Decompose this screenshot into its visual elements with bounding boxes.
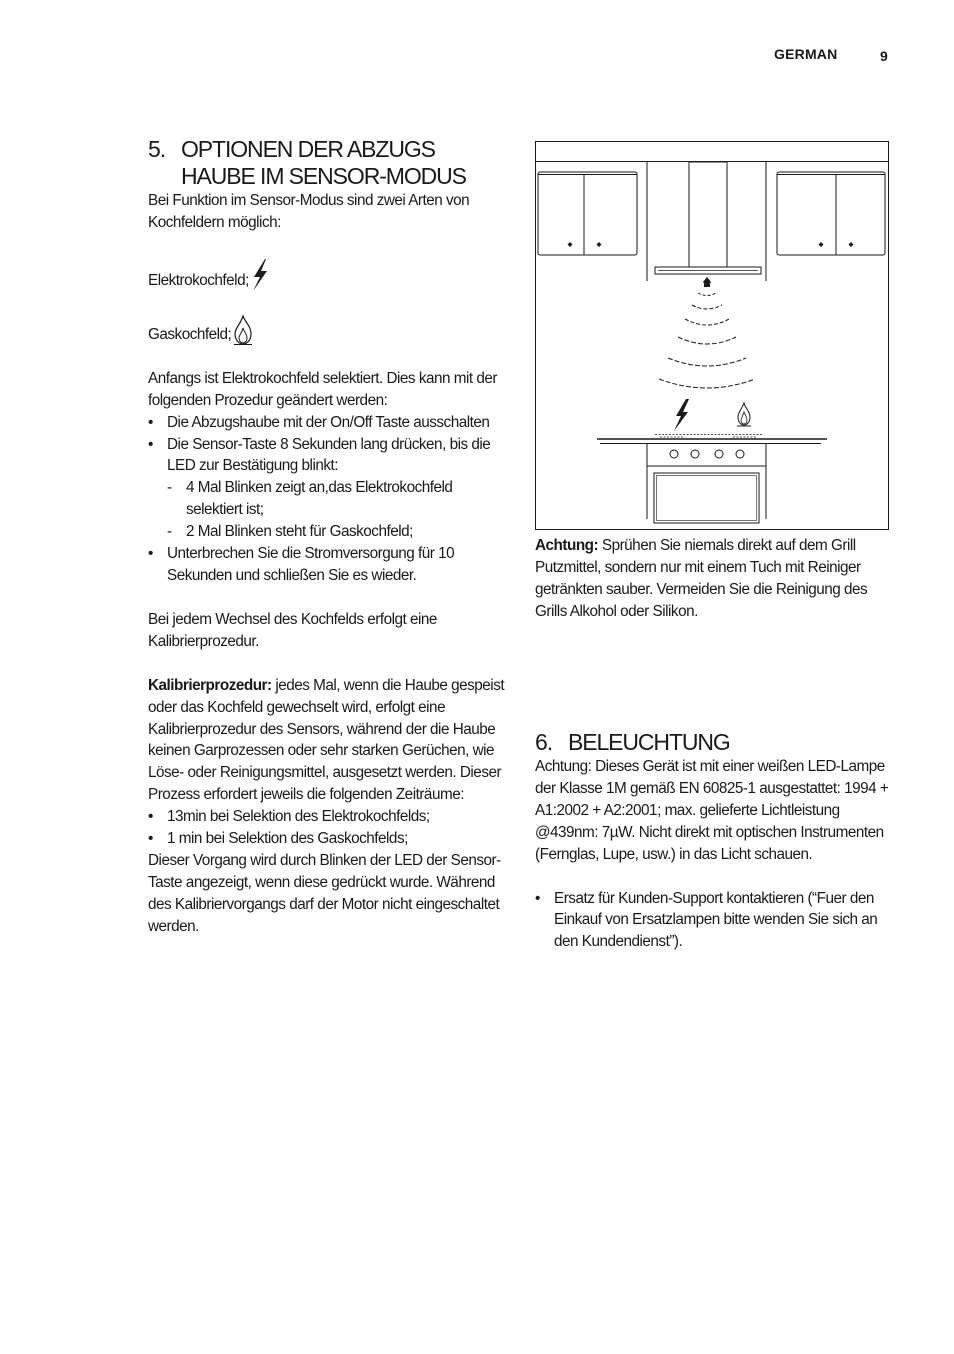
calibration-text: jedes Mal, wenn die Haube gespeist oder das Kochfeld gewechselt wird, erfolgt eine Kalibrierprozedur des Sensors, während der die Haube keinen Garprozessen oder sehr starken Gerüchen, wie Löse- oder Reinigungsmittel, ausgesetzt werden. Dieser Prozess erfordert jeweils die folgenden Zeiträume: xyxy=(148,676,505,804)
section-6-number: 6. xyxy=(535,729,552,755)
gas-hob-label: Gaskochfeld; xyxy=(148,325,232,343)
section-6-title xyxy=(535,729,891,756)
flame-icon xyxy=(233,314,253,346)
header-language: GERMAN xyxy=(774,46,838,62)
calibration-label: Kalibrierprozedur: xyxy=(148,676,272,694)
section-6-title-text: BELEUCHTUNG xyxy=(568,729,730,755)
lighting-list xyxy=(535,888,891,954)
list-item: • Ersatz für Kunden-Support kontaktieren (“Fuer den Einkauf von Ersatzlampen bitte wenden Sie sich an den Kundendienst”). xyxy=(535,889,878,951)
page-number: 9 xyxy=(880,48,888,64)
list-item: - 2 Mal Blinken steht für Gaskochfeld; xyxy=(167,523,413,541)
list-item: • Die Abzugshaube mit der On/Off Taste ausschalten xyxy=(148,413,490,431)
calibration-paragraph xyxy=(148,675,508,806)
list-item: - 4 Mal Blinken zeigt an,das Elektrokochfeld selektiert ist; xyxy=(167,479,453,519)
section-5-title xyxy=(148,136,508,190)
caution-block xyxy=(535,535,891,623)
gas-hob-line xyxy=(148,314,508,346)
section-5-title-line2: HAUBE IM SENSOR-MODUS xyxy=(181,163,466,189)
closing-paragraph: Dieser Vorgang wird durch Blinken der LED der Sensor-Taste angezeigt, wenn diese gedrückt wurde. Während des Kalibriervorgangs darf der Motor nicht eingeschaltet werden. xyxy=(148,851,501,935)
caution-label: Achtung: xyxy=(535,537,599,554)
duration-list xyxy=(148,806,508,850)
lightning-icon xyxy=(251,258,269,292)
caution-text: Sprühen Sie niemals direkt auf dem Grill Putzmittel, sondern nur mit einem Tuch mit Reiniger getränkten sauber. Vermeiden Sie die Reinigung des Grills Alkohol oder Silikon. xyxy=(535,537,868,620)
list-item: • Unterbrechen Sie die Stromversorgung für 10 Sekunden und schließen Sie es wieder. xyxy=(148,545,455,584)
section-6 xyxy=(535,729,891,953)
default-hob-text: Anfangs ist Elektrokochfeld selektiert. Dies kann mit der folgenden Prozedur geändert werden: xyxy=(148,369,497,409)
section-5-number: 5. xyxy=(148,136,165,162)
section-5-title-line1: OPTIONEN DER ABZUGS xyxy=(181,136,435,162)
list-item: • 13min bei Selektion des Elektrokochfelds; xyxy=(148,808,430,826)
lighting-text: Achtung: Dieses Gerät ist mit einer weißen LED-Lampe der Klasse 1M gemäß EN 60825-1 ausgestattet: 1994 + A1:2002 + A2:2001; max. gelieferte Lichtleistung @439nm: 7µW. Nicht direkt mit optischen Instrumenten (Fernglas, Lupe, usw.) in das Licht schauen. xyxy=(535,758,889,863)
caution-paragraph xyxy=(535,535,891,623)
list-item: • Die Sensor-Taste 8 Sekunden lang drücken, bis die LED zur Bestätigung blinkt: xyxy=(148,435,491,475)
electric-hob-line xyxy=(148,258,508,292)
change-note: Bei jedem Wechsel des Kochfelds erfolgt eine Kalibrierprozedur. xyxy=(148,610,437,650)
electric-hob-label: Elektrokochfeld; xyxy=(148,271,249,289)
section-5-intro: Bei Funktion im Sensor-Modus sind zwei Arten von Kochfeldern möglich: xyxy=(148,192,470,231)
list-item: • 1 min bei Selektion des Gaskochfelds; xyxy=(148,830,408,848)
section-5 xyxy=(148,136,508,938)
hood-illustration xyxy=(535,141,889,530)
procedure-list xyxy=(148,412,508,587)
